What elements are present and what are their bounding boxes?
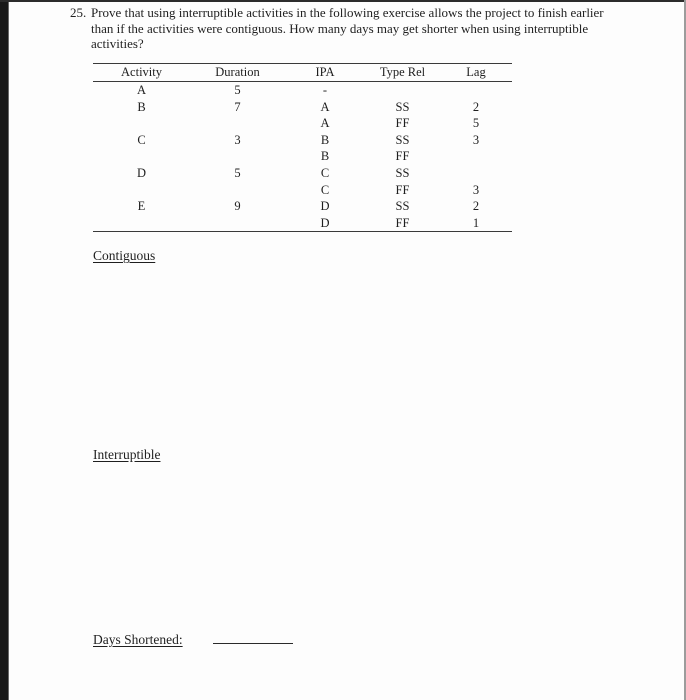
- table-cell: D: [136, 165, 147, 180]
- table-cell: 2: [472, 199, 480, 214]
- table-cell: 3: [472, 182, 480, 197]
- table-cell: -: [322, 83, 328, 97]
- days-shortened-label: Days Shortened:: [93, 632, 183, 647]
- contiguous-section-label: Contiguous: [93, 248, 156, 263]
- table-cell: D: [320, 199, 330, 214]
- table-cell: [365, 82, 440, 99]
- table-cell: C: [137, 132, 146, 147]
- table-cell: SS: [395, 165, 410, 180]
- table-cell: [440, 148, 512, 165]
- table-cell: [190, 148, 285, 165]
- table-cell: [93, 215, 190, 232]
- column-header-type-rel: Type Rel: [365, 64, 440, 82]
- table-cell: SS: [395, 199, 410, 214]
- table-row: [93, 215, 512, 232]
- table-cell: B: [320, 149, 330, 164]
- table-cell: E: [137, 199, 146, 214]
- table-row: [93, 148, 512, 165]
- table-cell: [93, 182, 190, 199]
- table-cell: [190, 182, 285, 199]
- table-cell: A: [320, 116, 330, 131]
- table-row: [93, 165, 512, 182]
- table-cell: [190, 215, 285, 232]
- column-header-duration: Duration: [190, 64, 285, 82]
- table-cell: SS: [395, 132, 410, 147]
- table-cell: SS: [395, 99, 410, 114]
- table-row: [93, 115, 512, 132]
- days-shortened-blank-line: [213, 631, 293, 644]
- table-cell: [93, 115, 190, 132]
- table-cell: FF: [365, 215, 440, 232]
- table-cell: A: [136, 83, 147, 97]
- table-cell: FF: [395, 116, 410, 131]
- table-row: [93, 82, 512, 99]
- question-text: Prove that using interruptible activities in the following exercise allows the project to finish earlier than if the activities were contiguous. How many days may get shorter when using interruptible activities?: [91, 5, 604, 51]
- interruptible-section-label: Interruptible: [93, 447, 161, 462]
- table-cell: A: [320, 99, 330, 114]
- question-block: [70, 5, 622, 52]
- table-cell: 7: [234, 99, 241, 114]
- table-cell: D: [285, 215, 365, 232]
- scan-edge-left-bar: [0, 0, 9, 700]
- table-cell: [440, 82, 512, 99]
- table-cell: [190, 115, 285, 132]
- table-cell: B: [137, 99, 146, 114]
- column-header-activity: Activity: [93, 64, 190, 82]
- table-cell: C: [320, 165, 330, 180]
- table-cell: 2: [472, 99, 480, 114]
- table-cell: 3: [472, 132, 480, 147]
- table-row: [93, 99, 512, 116]
- table-cell: C: [320, 182, 330, 197]
- days-shortened-row: [93, 631, 293, 648]
- table-row: [93, 182, 512, 199]
- scan-edge-top-line: [0, 0, 686, 2]
- table-row: [93, 198, 512, 215]
- table-cell: [93, 148, 190, 165]
- column-header-lag: Lag: [440, 64, 512, 82]
- table-cell: 5: [472, 116, 480, 131]
- question-number: 25.: [70, 5, 87, 20]
- table-cell: 3: [234, 132, 241, 147]
- table-cell: 5: [234, 165, 241, 180]
- table-cell: 1: [440, 215, 512, 232]
- table-header-row: [93, 64, 512, 82]
- activities-table: [93, 63, 512, 232]
- table-cell: [440, 165, 512, 182]
- column-header-ipa: IPA: [285, 64, 365, 82]
- table-cell: FF: [395, 182, 410, 197]
- table-cell: 9: [234, 199, 241, 214]
- table-cell: FF: [395, 149, 410, 164]
- table-cell: 5: [234, 83, 241, 97]
- table-cell: B: [320, 132, 330, 147]
- table-row: [93, 132, 512, 149]
